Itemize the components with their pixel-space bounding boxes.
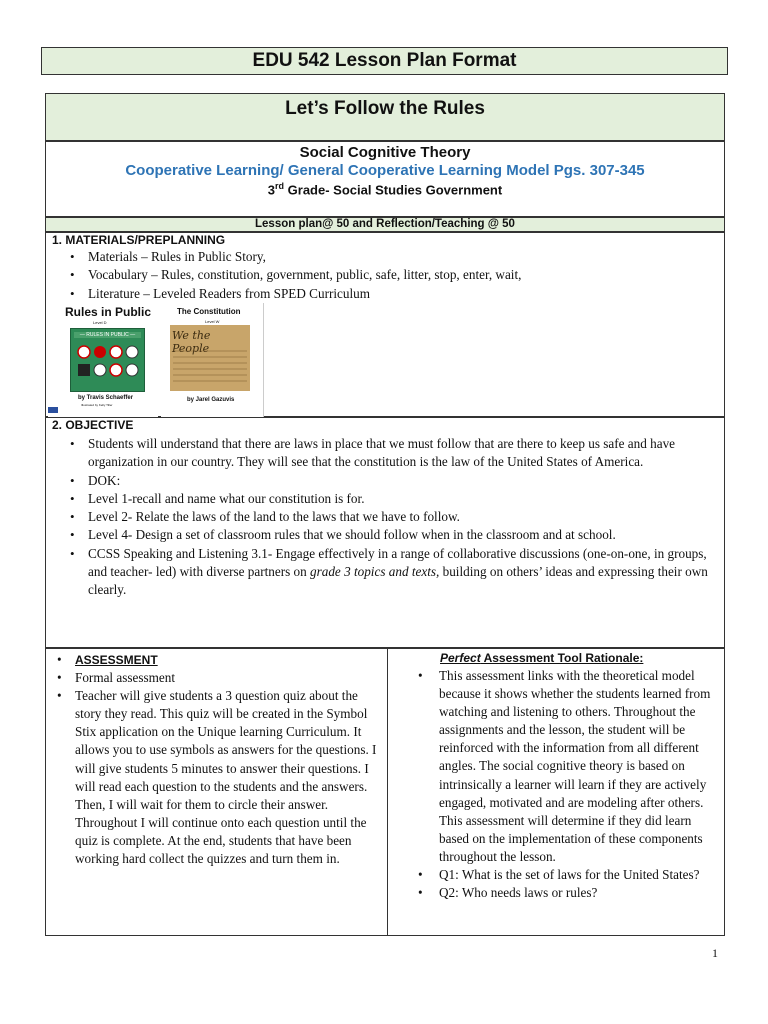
grading-weight-bar: [45, 217, 725, 232]
list-item-heading: [46, 651, 381, 669]
cover-script: We the People: [172, 329, 211, 355]
book-author: by Jarel Gazuvis: [187, 397, 235, 403]
walk-sign-icon: [126, 346, 138, 358]
list-item: • Literature – Leveled Readers from SPED Curriculum: [64, 285, 704, 303]
lesson-title: Let’s Follow the Rules: [285, 98, 485, 119]
assessment-list: [46, 651, 381, 868]
list-item: • This assessment links with the theoretical model because it shows whether the students learned from watching and listening to others. Throughout the assignments and the lesson, the student will be reinforced with the information from all different angles. The social cognitive theory is based on intrinsically a learner will learn if they are actively engaged, motivated and are modeling after others. This assessment will determine if they did learn based on the implementation of these components throughout the lesson.: [388, 667, 722, 866]
lesson-title-box: [45, 93, 725, 141]
list-item: • Level 4- Design a set of classroom rules that we should follow when in the classroom and at school.: [64, 526, 719, 544]
book-illustrator: Illustrated by Kelly Tiller: [81, 403, 113, 407]
page-number: 1: [712, 946, 718, 960]
publisher-logo-icon: [48, 407, 58, 413]
list-item: • Level 1-recall and name what our constitution is for.: [64, 490, 719, 508]
book-cover-rules-in-public: [48, 303, 158, 417]
grade-subject: 3rd Grade- Social Studies Government: [267, 181, 503, 198]
list-item-ccss: • CCSS Speaking and Listening 3.1- Engage effectively in a range of collaborative discussions (one-on-one, in groups, and teacher- led) with diverse partners on grade 3 topics and texts, building on others’ ideas and expressing their own clearly.: [64, 545, 719, 600]
list-item: • Materials – Rules in Public Story,: [64, 248, 704, 266]
list-item: • Students will understand that there are laws in place that we must follow that are there to keep us safe and have organization in our country. They will see that the constitution is the law of the United States of America.: [64, 435, 719, 472]
materials-section: [45, 232, 725, 417]
list-item: • Vocabulary – Rules, constitution, government, public, safe, litter, stop, enter, wait,: [64, 266, 704, 284]
no-dogs-sign-icon: [110, 346, 122, 358]
objective-section: [45, 417, 725, 648]
list-item: • Q2: Who needs laws or rules?: [388, 884, 722, 902]
materials-list: [64, 248, 704, 303]
list-item: • Level 2- Relate the laws of the land to the laws that we have to follow.: [64, 508, 719, 526]
book-cover-constitution: [161, 303, 264, 417]
rationale-heading: Perfect Assessment Tool Rationale:: [440, 651, 644, 665]
list-item: • Formal assessment: [46, 669, 381, 687]
theory-box: [45, 141, 725, 217]
rationale-cell: [387, 648, 725, 936]
no-litter-sign-icon: [110, 364, 122, 376]
constitution-image: [170, 325, 250, 391]
document-title: EDU 542 Lesson Plan Format: [252, 50, 517, 71]
book-cover-art: [70, 328, 145, 392]
book-title: The Constitution: [177, 307, 241, 316]
objective-heading: 2. OBJECTIVE: [52, 418, 134, 432]
bin-sign-icon: [78, 364, 90, 376]
objective-list: [64, 435, 719, 600]
rules-sign-icons: [71, 338, 144, 388]
no-entry-sign-icon: [78, 346, 90, 358]
list-item: • Teacher will give students a 3 question quiz about the story they read. This quiz will be created in the Symbol Stix application on the Unique learning Curriculum. It allows you to use symbols as answers for the questions. I will give students 5 minutes to answer their questions. I will read each question to the students and the answers. Then, I will wait for them to circle their answer. Throughout I will continue onto each question until the quiz is complete. At the end, students that have been working hard collect the quizzes and turn them in.: [46, 687, 381, 868]
book-author: by Travis Schaeffer: [78, 395, 134, 401]
rationale-list: [388, 667, 722, 902]
document-title-box: [41, 47, 728, 75]
materials-heading: 1. MATERIALS/PREPLANNING: [52, 233, 226, 247]
assessment-cell: [45, 648, 388, 936]
list-item: • DOK:: [64, 472, 719, 490]
assessment-heading: ASSESSMENT: [75, 653, 158, 667]
stop-sign-icon: [94, 346, 106, 358]
theory-name: Social Cognitive Theory: [299, 144, 471, 161]
book-title: Rules in Public: [65, 305, 152, 319]
quiet-sign-icon: [126, 364, 138, 376]
parchment-lines-icon: [170, 325, 250, 391]
book-level: Level W: [205, 319, 220, 324]
book-level: Level D: [93, 320, 107, 325]
learning-model: Cooperative Learning/ General Cooperative Learning Model Pgs. 307-345: [125, 162, 645, 179]
list-item: • Q1: What is the set of laws for the United States?: [388, 866, 722, 884]
book-banner: — RULES IN PUBLIC —: [74, 332, 141, 338]
person-sign-icon: [94, 364, 106, 376]
grading-weight: Lesson plan@ 50 and Reflection/Teaching @ 50: [255, 218, 515, 230]
